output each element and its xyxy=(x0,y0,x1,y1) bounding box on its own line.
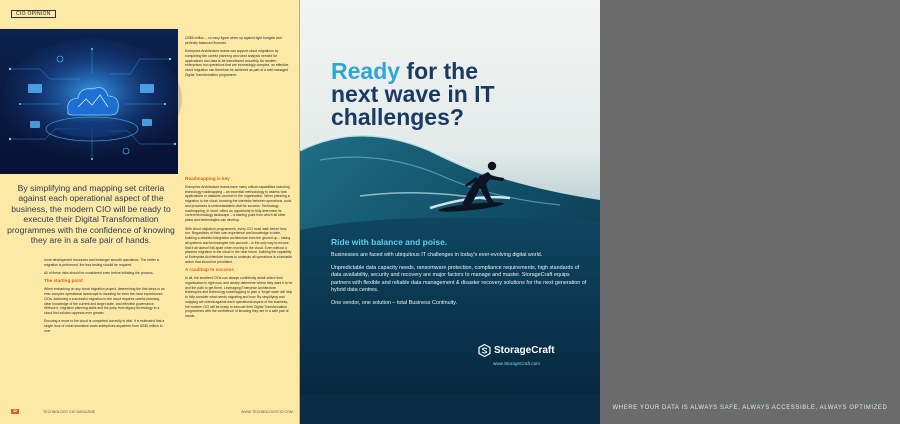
section-heading: The starting point xyxy=(44,278,83,284)
paragraph: When embarking on any cloud migration project, determining the first steps is an ever-complex operational landscape is daunting for even the most experienced CIOs. Achieving a successful migration to the cloud requires careful planning, clear knowledge of the current and target state, and effective governance. Without it, migration planning stalls and the jump from legacy technology to a cloud-first solution appears ever greater. xyxy=(44,287,165,316)
publication-name: TECHNOLOGY CIO MAGAZINE xyxy=(43,410,96,414)
section-heading: Roadmapping is key xyxy=(185,176,230,181)
logo-mark-icon xyxy=(478,344,491,357)
article-column-1 xyxy=(44,258,166,337)
headline-accent: Ready xyxy=(331,58,401,84)
brand-name: StorageCraft xyxy=(494,345,555,356)
brand-url[interactable]: www.StorageCraft.com xyxy=(493,361,540,366)
tagline-band: WHERE YOUR DATA IS ALWAYS SAFE, ALWAYS ACCESSIBLE, ALWAYS OPTIMIZED xyxy=(612,405,888,411)
paragraph: One vendor, one solution – total Business Continuity. xyxy=(331,299,458,306)
paragraph: US$5 million – no easy figure when up against tight budgets and perfectly balanced finances. xyxy=(185,36,282,45)
paragraph: Enterprise Architecture teams have many critical capabilities including technology roadmapping – an essential methodology to assess how applications or datasets connect to the organisation. When planning a migration to the cloud, knowing the interlinks between operations, tools and processes is understandable vital for success. Technology roadmapping, in short, offers an opportunity to fully determine its current technology landscape – a starting point from which all other plans and technologies can develop. xyxy=(185,184,292,223)
cloud-network-graphic xyxy=(0,29,178,174)
website-link[interactable]: WWW.TECHNOLOGYCIO.COM xyxy=(241,410,293,414)
paragraph: Businesses are faced with ubiquitous IT challenges in today's ever-evolving digital world. xyxy=(331,252,543,258)
paragraph: Enterprise Architecture teams can support cloud migrations by completing the careful planning and clear analysis needed for applications and data to be transitioned smoothly. As modern enterprises run operations that are increasingly complex, an effective cloud migration can therefore be achieved as part of a well-managed Digital Transformation programme. xyxy=(185,49,289,77)
paragraph: more development resources and endanger smooth operations. The better a migration is performed, the less testing should be required. xyxy=(44,258,159,267)
page-number: 42 xyxy=(13,409,17,413)
ad-subheading: Ride with balance and poise. xyxy=(331,237,448,247)
section-tag: CIO OPINION xyxy=(11,10,56,18)
paragraph: In all, the smartest CIOs can always confidently detail where their organisation is right now, and clearly determine where they want it to be and the path to get there. Leveraging Enterprise Architecture techniques and technology roadmapping to plan a 'forget state' will help to fully consider what needs migrating and how. By simplifying and mapping set criteria against each operational aspect of the business, the modern CIO will be ready to execute their Digital Transformation programmes with the confidence of knowing they are in a safe pair of hands. xyxy=(185,276,293,319)
page-footer xyxy=(11,409,293,415)
headline-part: for the xyxy=(400,58,478,84)
storagecraft-logo xyxy=(478,344,555,357)
paragraph: With cloud migration programmes, every CIO must walk before they run. Regardless of their own experience and knowledge to date, building a detailed integration architecture from the ground up – taking all systems and technologies into account – is the only way to ensure that it all doesn't fall apart when moving to the cloud. Even without a planned migration to the cloud in the near future, building the capability of Enterprise Architecture teams to underpin all operations is a fantastic action that should be prioritised. xyxy=(185,226,293,264)
headline-line: next wave in IT xyxy=(331,81,495,107)
article-column-2 xyxy=(185,36,293,81)
ad-headline xyxy=(331,60,495,129)
pull-quote: By simplifying and mapping set criteria against each operational aspect of the business, the modern CIO will be ready to execute their Digital Transformation programmes with the confidence of knowing they are in a safe pair of hands. xyxy=(7,183,175,246)
section-heading: A roadmap to success xyxy=(185,267,234,273)
article-column-3 xyxy=(185,176,293,322)
ad-body-copy xyxy=(331,252,589,313)
paragraph: Unpredictable data capacity needs, ransomware protection, compliance requirements, high standards of data availability, security and recovery are major factors to manage and master. StorageCraft equips partners with flexible and reliable data management & disaster recovery solutions for the next generation of hybrid data centres. xyxy=(331,264,587,294)
paragraph: All of these risks should be considered even before initiating the process. xyxy=(44,271,154,276)
headline-line: challenges? xyxy=(331,104,464,130)
article-page xyxy=(0,0,300,424)
paragraph: Ensuring a move to the cloud is completed correctly is vital. It is estimated that a single hour of cloud downtime costs enterprises anywhere from US$1 million to over xyxy=(44,319,165,333)
cloud-illustration xyxy=(0,29,178,174)
